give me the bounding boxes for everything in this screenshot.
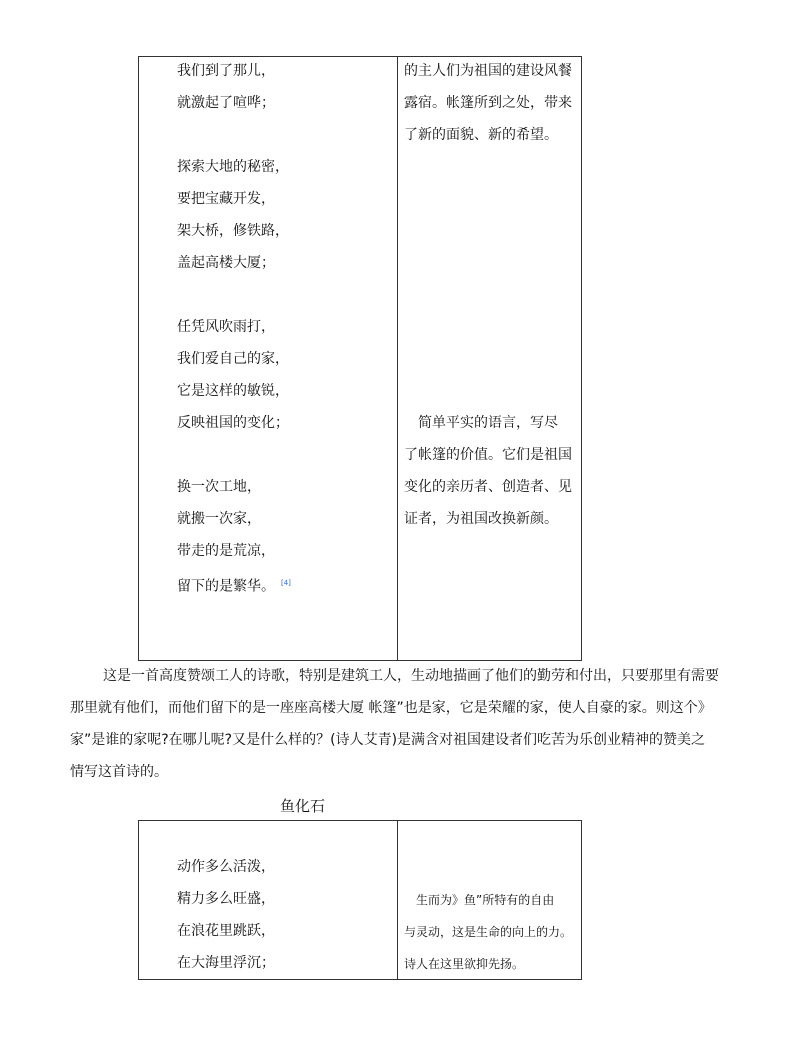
annotation-line: 了新的面貌、新的希望。 (404, 127, 558, 143)
paragraph-line: 情写这首诗的。 (70, 764, 168, 780)
poem-line: 探索大地的秘密， (177, 159, 289, 175)
paragraph-line: 这是一首高度赞颂工人的诗歌，特别是建筑工人，生动地描画了他们的勤劳和付出，只要那里有需要 (103, 668, 719, 684)
poem-line: 换一次工地， (177, 479, 261, 495)
poem-line: 精力多么旺盛， (177, 891, 275, 907)
annotation-line: 与灵动，这是生命的向上的力。 (404, 925, 573, 939)
poem-line: 盖起高楼大厦； (177, 255, 275, 271)
poem-line: 它是这样的敏锐， (177, 383, 289, 399)
poem-line: 带走的是荒凉， (177, 543, 275, 559)
poem-line: 反映祖国的变化； (177, 415, 289, 431)
annotation-line: 诗人在这里欲抑先扬。 (404, 957, 525, 971)
paragraph-line: 那里就有他们，而他们留下的是一座座高楼大厦 帐篷”也是家，它是荣耀的家，使人自豪的家。则这个》 (70, 700, 712, 716)
poem-line: 任凭风吹雨打， (177, 319, 275, 335)
poem-line: 我们到了那儿， (177, 63, 275, 79)
poem-line: 要把宝藏开发， (177, 191, 275, 207)
poem-line: 我们爱自己的家， (177, 351, 289, 367)
poem-line: 在浪花里跳跃， (177, 923, 275, 939)
column-divider (397, 821, 398, 979)
annotation-line: 变化的亲历者、创造者、见 (404, 479, 572, 495)
poem-table-1 (138, 56, 582, 661)
section-heading: 鱼化石 (280, 797, 326, 815)
column-divider (397, 57, 398, 660)
paragraph-line: 家”是谁的家呢?在哪儿呢?又是什么样的？(诗人艾青)是满含对祖国建设者们吃苦为乐创业精神的赞美之 (70, 732, 706, 748)
annotation-line: 露宿。帐篷所到之处，带来 (404, 95, 572, 111)
annotation-line: 的主人们为祖国的建设风餐 (404, 63, 572, 79)
annotation-line: 了帐篷的价值。它们是祖国 (404, 447, 572, 463)
poem-line: 架大桥，修铁路， (177, 223, 289, 239)
annotation-line: 生而为》鱼”所特有的自由 (404, 893, 555, 907)
poem-line: 动作多么活泼， (177, 859, 275, 875)
footnote-link[interactable]: [4] (281, 579, 291, 587)
poem-line: 就搬一次家， (177, 511, 261, 527)
poem-table-2 (138, 820, 582, 980)
poem-line: 就激起了喧哗； (177, 95, 275, 111)
annotation-line: 证者，为祖国改换新颜。 (404, 511, 558, 527)
poem-line: 在大海里浮沉； (177, 955, 275, 971)
annotation-line: 简单平实的语言，写尽 (404, 415, 558, 431)
poem-line-text: 留下的是繁华。 (177, 578, 275, 595)
poem-line (177, 573, 291, 597)
